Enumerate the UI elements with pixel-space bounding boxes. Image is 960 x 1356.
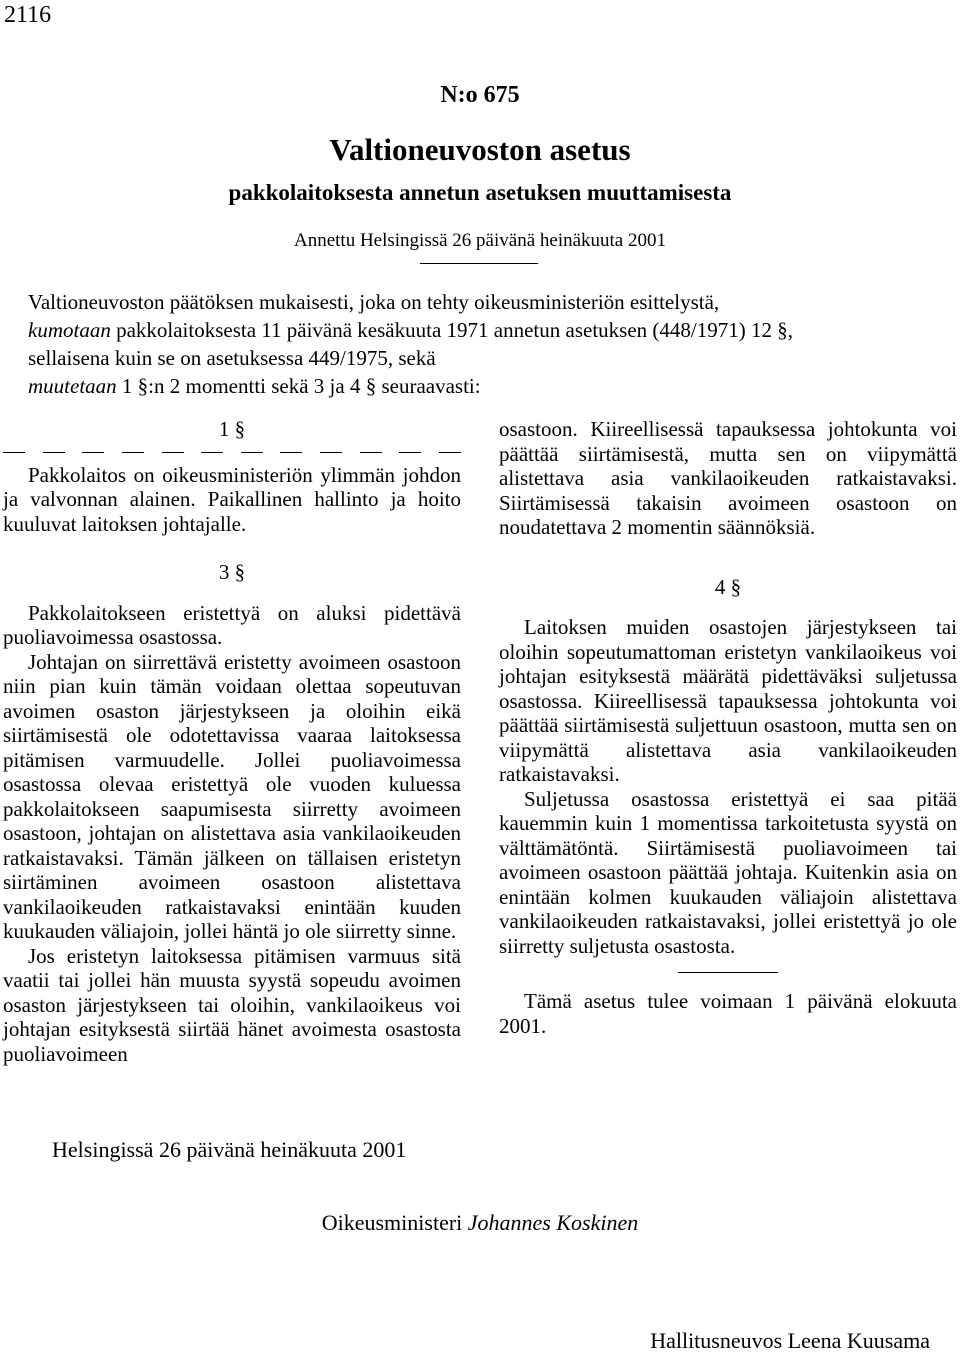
section-1-heading: 1 § bbox=[218, 417, 246, 441]
place-date: Helsingissä 26 päivänä heinäkuuta 2001 bbox=[52, 1137, 407, 1162]
closing-rule bbox=[678, 972, 778, 973]
section-3-paragraph-2: Johtajan on siirrettävä eristetty avoimeen osastoon niin pian kuin tämän voidaan olettaa sopeutuvan avoimen osaston järjestykseen ja oloihin eikä siirtämisestä ole odotettavissa vaaraa laitoksessa pitämisen varmuudelle. Jollei puoliavoimessa osastossa olevaa eristettyä ole vuoden kuluessa pakkolaitokseen saapumisesta siirretty avoimeen osastoon, johtajan on alistettava asia vankilaoikeuden ratkaistavaksi. Tämän jälkeen on tällaisen eristetyn siirtäminen avoimeen osastoon alistettava vankilaoikeuden ratkaistavaksi enintään kuuden kuukauden väliajoin, jollei häntä jo ole siirretty sinne. bbox=[3, 649, 461, 943]
preamble-line-text: 1 §:n 2 momentti sekä 3 ja 4 § seuraavasti: bbox=[116, 374, 481, 398]
omitted-text-line bbox=[3, 446, 461, 458]
section-4-paragraph-2: Suljetussa osastossa eristettyä ei saa pitää kauemmin kuin 1 momentissa tarkoitetusta syystä on välttämätöntä. Siirtämisestä puoliavoimeen tai avoimeen osastoon päättää johtaja. Kuitenkin asia on enintään kolmen kuukauden väliajoin alistettava vankilaoikeuden ratkaistavaksi, jollei eristettyä jo ole siirretty suljetusta osastosta. bbox=[499, 786, 957, 958]
left-column bbox=[3, 417, 461, 1066]
preamble-line bbox=[28, 344, 946, 372]
document-title: Valtioneuvoston asetus bbox=[329, 132, 631, 167]
section-3-paragraph-3: Jos eristetyn laitoksessa pitämisen varmuus sitä vaatii tai jollei hän muusta syystä sopeudu avoimen osaston järjestykseen tai oloihin, vankilaoikeus voi johtajan esityksestä siirtää hänet avoimesta osastosta puoliavoimeen bbox=[3, 943, 461, 1066]
statute-number: N:o 675 bbox=[440, 82, 520, 108]
preamble-line bbox=[28, 372, 946, 400]
document-subtitle: pakkolaitoksesta annetun asetuksen muuttamisesta bbox=[228, 180, 732, 205]
section-1-text: Pakkolaitos on oikeusministeriön ylimmän johdon ja valvonnan alainen. Paikallinen hallinto ja hoito kuuluvat laitoksen johtajalle. bbox=[3, 462, 461, 536]
countersigner: Hallitusneuvos Leena Kuusama bbox=[650, 1328, 930, 1353]
preamble-line bbox=[28, 316, 946, 344]
preamble bbox=[28, 288, 946, 400]
signer-name: Johannes Koskinen bbox=[467, 1210, 639, 1235]
section-3-paragraph-1: Pakkolaitokseen eristettyä on aluksi pidettävä puoliavoimessa osastossa. bbox=[3, 600, 461, 649]
page-number: 2116 bbox=[4, 2, 52, 28]
preamble-line-text: pakkolaitoksesta 11 päivänä kesäkuuta 1971 annetun asetuksen (448/1971) 12 §, bbox=[110, 318, 793, 342]
amend-keyword: muutetaan bbox=[28, 374, 117, 398]
section-4-paragraph-1: Laitoksen muiden osastojen järjestykseen tai oloihin sopeutumattoman eristetyn vankilaoikeus voi johtajan esityksestä määrätä pidettäväksi suljetussa osastossa. Kiireellisessä tapauksessa johtokunta voi päättää siirtämisestä suljettuun osastoon, mutta sen on viipymättä alistettava asia vankilaoikeuden ratkaistavaksi. bbox=[499, 615, 957, 786]
section-3-paragraph-3-continued: osastoon. Kiireellisessä tapauksessa johtokunta voi päättää siirtämisestä, mutta sen on viipymättä alistettava asia vankilaoikeuden ratkaistavaksi. Siirtämisessä takaisin avoimeen osastoon on noudatettava 2 momentin säännöksiä. bbox=[499, 417, 957, 539]
signer bbox=[0, 1208, 960, 1238]
preamble-line-text: Valtioneuvoston päätöksen mukaisesti, joka on tehty oikeusministeriön esittelystä, bbox=[28, 290, 720, 314]
repeal-keyword: kumotaan bbox=[28, 318, 111, 342]
section-4-heading: 4 § bbox=[714, 574, 742, 599]
signer-role: Oikeusministeri bbox=[321, 1210, 463, 1235]
preamble-line-text: sellaisena kuin se on asetuksessa 449/1975, sekä bbox=[28, 346, 436, 370]
right-column bbox=[499, 417, 957, 1038]
section-3-heading: 3 § bbox=[218, 560, 246, 584]
entry-into-force: Tämä asetus tulee voimaan 1 päivänä elokuuta 2001. bbox=[499, 989, 957, 1038]
header-rule bbox=[420, 263, 538, 264]
issued-date: Annettu Helsingissä 26 päivänä heinäkuuta 2001 bbox=[293, 230, 666, 251]
preamble-line bbox=[28, 288, 946, 316]
